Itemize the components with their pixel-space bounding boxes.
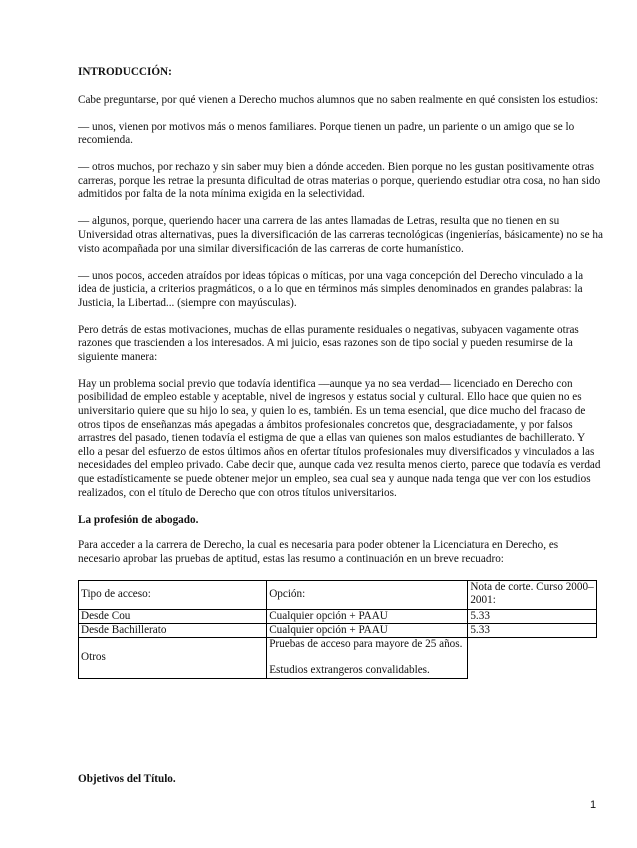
cell-spacer	[269, 651, 465, 664]
table-header-row	[79, 580, 602, 609]
paragraph-letters-reasons: — algunos, porque, queriendo hacer una carrera de las antes llamadas de Letras, resulta que no tienen en su Universidad otras alternativas, pues la diversificación de las carreras tecnológicas (ingenierías, básicamente) no se ha visto acompañada por una similar diversificación de las carreras de corte humanístico.	[78, 215, 603, 255]
paragraph-mythic-reasons: — unos pocos, acceden atraídos por ideas tópicas o míticas, por una vaga concepción del Derecho vinculado a la idea de justicia, a criterios pragmáticos, o a lo que en términos más simples denominados en grandes palabras: la Justicia, la Libertad... (siempre con mayúsculas).	[78, 269, 584, 309]
table-header-cutoff: Nota de corte. Curso 2000–2001:	[468, 580, 597, 609]
table-row	[79, 623, 602, 637]
paragraph-family-reasons: — unos, vienen por motivos más o menos familiares. Porque tienen un padre, un pariente o un amigo que se lo recomienda.	[78, 120, 575, 147]
table-cell-access-type: Desde Bachillerato	[79, 623, 267, 637]
table-header-option: Opción:	[267, 580, 468, 609]
access-table	[78, 580, 602, 679]
table-cell-option: Cualquier opción + PAAU	[267, 609, 468, 623]
table-row	[79, 609, 602, 623]
table-cell-cutoff: 5.33	[468, 623, 597, 637]
paragraph-access-requirements: Para acceder a la carrera de Derecho, la cual es necesaria para poder obtener la Licenciatura en Derecho, es necesario aprobar las pruebas de aptitud, estas las resumo a continuación en un breve recuadro:	[78, 539, 559, 565]
table-cell-access-type: Desde Cou	[79, 609, 267, 623]
table-row-otros	[79, 638, 602, 678]
paragraph-social-problem: Hay un problema social previo que todavía identifica ––aunque ya no sea verdad–– licenciado en Derecho con posibilidad de empleo estable y aceptable, nivel de ingresos y estatus social y cultural. Ello hace que quien no es universitario quiere que su hijo lo sea, y quien lo es, también. Es un tema esencial, que dice mucho del fracaso de otros tipos de enseñanzas más apegadas a ámbitos profesionales concretos que, desgraciadamente, y por falsos arrastres del pasado, tienen todavía el estigma de que a ellas van quienes son malos estudiantes de bachillerato. Y ello a pesar del esfuerzo de estos últimos años en ofertar títulos profesionales muy diversificados y vinculados a las necesidades del empleo privado. Cabe decir que, aunque cada vez resulta menos cierto, parece que todavía es verdad que estadísticamente se puede obtener mejor un empleo, sea cual sea y aunque nada tenga que ver con los estudios realizados, con el título de Derecho que con otros títulos universitarios.	[78, 377, 601, 499]
table-empty-cell	[468, 638, 597, 678]
section-heading-objectives: Objetivos del Título.	[78, 773, 176, 785]
table-cell-access-type-otros: Otros	[79, 638, 267, 678]
paragraph-rejection-reasons: — otros muchos, por rechazo y sin saber muy bien a dónde acceden. Bien porque no les gustan positivamente otras carreras, porque les retrae la presunta dificultad de otras materias o porque, queriendo estudiar otra cosa, no han sido admitidos por falta de la nota mínima exigida en la selectividad.	[78, 161, 601, 201]
paragraph-intro-question: Cabe preguntarse, por qué vienen a Derecho muchos alumnos que no saben realmente en qué consisten los estudios:	[78, 93, 599, 106]
document-body	[78, 66, 603, 679]
section-heading-lawyer: La profesión de abogado.	[78, 513, 199, 526]
table-cell-option-otros	[267, 638, 468, 678]
page-number: 1	[590, 799, 597, 811]
table-spacer	[597, 609, 602, 623]
table-spacer	[597, 623, 602, 637]
paragraph-social-reasons: Pero detrás de estas motivaciones, muchas de ellas puramente residuales o negativas, subyacen vagamente otras razones que trascienden a los interesados. A mi juicio, esas razones son de tipo social y pueden resumirse de la siguiente manera:	[78, 323, 579, 363]
table-spacer	[597, 580, 602, 609]
otros-option-foreign-studies: Estudios extrangeros convalidables.	[269, 664, 430, 677]
table-cell-option: Cualquier opción + PAAU	[267, 623, 468, 637]
table-header-access-type: Tipo de acceso:	[79, 580, 267, 609]
intro-heading: INTRODUCCIÓN:	[78, 66, 172, 78]
table-spacer	[597, 638, 602, 678]
table-cell-cutoff: 5.33	[468, 609, 597, 623]
otros-option-over-25: Pruebas de acceso para mayore de 25 años.	[269, 638, 463, 651]
